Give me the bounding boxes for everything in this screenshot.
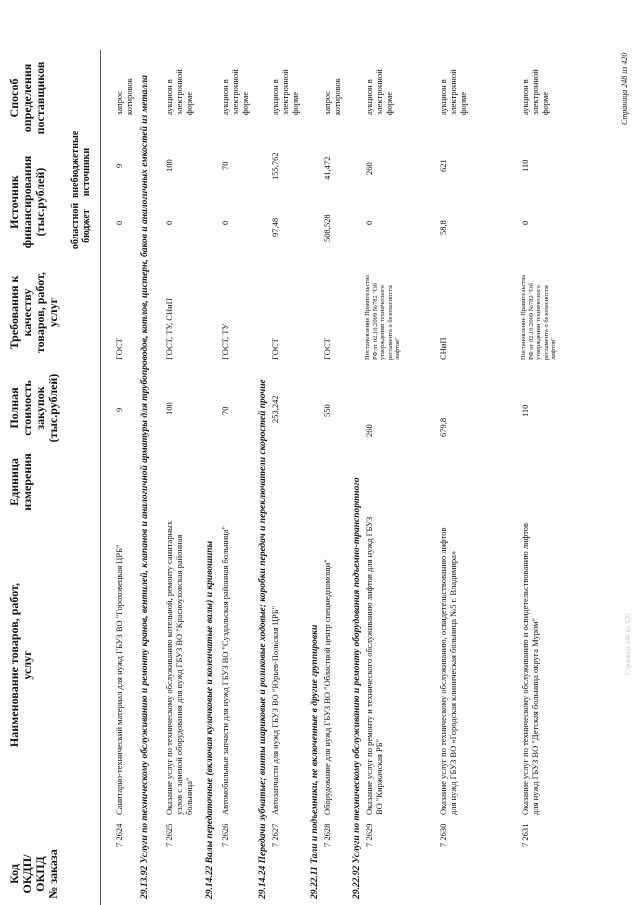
header-unit: Единица измерения bbox=[7, 453, 34, 511]
row-total: 9 bbox=[114, 407, 124, 412]
row-requirements: ГОСТ bbox=[114, 338, 124, 360]
row-extra: 41,472 bbox=[322, 156, 332, 180]
row-code: 7 2624 bbox=[114, 823, 124, 847]
row-requirements: ГОСТ bbox=[270, 338, 280, 360]
row-budget: 0 bbox=[114, 220, 124, 225]
header-method: Способ определения поставщиков bbox=[7, 61, 47, 135]
row-code: 7 2630 bbox=[438, 823, 448, 847]
row-budget: 0 bbox=[164, 220, 174, 225]
row-budget: 58,8 bbox=[438, 220, 448, 235]
row-requirements: ГОСТ, ТУ bbox=[220, 323, 230, 360]
row-budget: 97,48 bbox=[270, 217, 280, 237]
faint-bleed-through: Страница 248 из 420 bbox=[624, 613, 632, 675]
row-requirements: Постановление Правительства РФ от 02.10.2009 №782 "Об утверждении технического регламента о безопасности лифтов" bbox=[520, 274, 557, 360]
row-extra: 155,762 bbox=[270, 152, 280, 180]
row-code: 7 2625 bbox=[164, 823, 174, 847]
row-code: 7 2627 bbox=[270, 823, 280, 847]
row-code: 7 2631 bbox=[520, 823, 530, 847]
row-total: 260 bbox=[364, 424, 374, 437]
header-financing-budget: областной бюджет bbox=[70, 202, 92, 250]
row-budget: 0 bbox=[220, 220, 230, 225]
group-heading: 29.13.92 Услуги по техническому обслуживанию и ремонту кранов, вентилей, клапанов и аналогичной арматуры для трубопроводов, котлов, цистерн, баков и аналогичных емкостей из металла bbox=[140, 75, 150, 899]
row-total: 679,8 bbox=[438, 417, 448, 437]
row-name: Оборудование для нужд ГБУЗ ВО "Областной центр спецмедпомощи" bbox=[322, 559, 332, 815]
header-rule bbox=[100, 50, 101, 905]
row-code: 7 2629 bbox=[364, 823, 374, 847]
row-total: 253,242 bbox=[270, 395, 280, 423]
row-total: 550 bbox=[322, 404, 332, 417]
group-heading: 29.22.92 Услуги по техническому обслуживанию и ремонту оборудования подъемно-транспортного bbox=[352, 477, 362, 899]
page-number: Страница 248 из 420 bbox=[620, 52, 629, 125]
row-name: Оказание услуг по ремонту и технического обслуживанию лифтов для нужд ГБУЗ ВО "Киржачская РБ" bbox=[364, 516, 384, 815]
header-total: Полная стоимость закупок (тыс.рублей) bbox=[7, 373, 60, 443]
row-budget: 0 bbox=[520, 220, 530, 225]
row-requirements: ГОСТ bbox=[322, 338, 332, 360]
group-heading: 29.22.11 Тали и подъемники, не включенные в другие группировки bbox=[310, 624, 320, 899]
row-budget: 508,528 bbox=[322, 214, 332, 242]
row-code: 7 2626 bbox=[220, 823, 230, 847]
row-method: аукцион в электронной форме bbox=[164, 69, 194, 115]
group-heading: 29.14.24 Передачи зубчатые; винты шариковые и роликовые ходовые; коробки передач и переключатели скоростей прочие bbox=[258, 379, 268, 899]
header-financing-extra: внебюджетные источники bbox=[70, 130, 92, 198]
row-method: аукцион в электронной форме bbox=[520, 69, 550, 115]
row-name: Автозапчасти для нужд ГБУЗ ВО "Юрьев-Польская ЦРБ" bbox=[270, 605, 280, 815]
row-extra: 621 bbox=[438, 159, 448, 172]
header-requirements: Требования к качеству товаров, работ, услуг bbox=[7, 271, 60, 354]
row-name: Оказание услуг по техническому обслуживанию, освидетельствованию лифтов для нужд ГБУЗ ВО «Городская клиническая больница №5 г. Владимира» bbox=[438, 527, 458, 815]
row-method: аукцион в электронной форме bbox=[364, 69, 394, 115]
row-extra: 70 bbox=[220, 161, 230, 170]
row-code: 7 2628 bbox=[322, 823, 332, 847]
row-total: 110 bbox=[520, 404, 530, 417]
row-total: 70 bbox=[220, 406, 230, 415]
row-extra: 260 bbox=[364, 162, 374, 175]
header-name: Наименование товаров, работ, услуг bbox=[7, 582, 34, 748]
row-requirements: Постановление Правительства РФ от 02.10.2009 №782 "Об утверждении технического регламента о безопасности лифтов" bbox=[364, 274, 401, 360]
row-requirements: СНиП bbox=[438, 337, 448, 360]
row-method: запрос котировок bbox=[322, 78, 342, 115]
group-heading: 29.14.22 Валы передаточные (включая кулачковые и коленчатые валы) и кривошипы bbox=[205, 540, 215, 899]
row-name: Оказание услуг по техническому обслуживанию и освидетельствованию лифтов для нужд ГБУЗ ВО "Детская больница округа Муром" bbox=[520, 522, 540, 815]
row-method: аукцион в электронной форме bbox=[270, 69, 300, 115]
header-code: Код ОКДП/ ОКПД № заказа bbox=[7, 849, 60, 899]
row-extra: 9 bbox=[114, 163, 124, 168]
row-requirements: ГОСТ, ТУ, СНиП bbox=[164, 298, 174, 360]
row-budget: 0 bbox=[364, 220, 374, 225]
row-name: Санитарно-технический материал для нужд ГБУЗ ВО "Гороховецкая ЦРБ" bbox=[114, 544, 124, 815]
row-total: 100 bbox=[164, 402, 174, 415]
row-method: аукцион в электронной форме bbox=[438, 69, 468, 115]
row-name: Автомобильные запчасти для нужд ГБУЗ ВО "Суздальская районная больница" bbox=[220, 526, 230, 815]
header-financing: Источник финансирования (тыс.рублей) bbox=[7, 155, 47, 249]
row-name: Оказание услуг по техническому обслуживанию котельной, ремонту санитарных узлов с заменой оборудования для нужд ГБУЗ ВО "Красноуховская районная больница" bbox=[164, 520, 194, 815]
row-method: запрос котировок bbox=[114, 78, 134, 115]
row-extra: 110 bbox=[520, 159, 530, 172]
row-method: аукцион в электронной форме bbox=[220, 69, 250, 115]
row-extra: 100 bbox=[164, 159, 174, 172]
